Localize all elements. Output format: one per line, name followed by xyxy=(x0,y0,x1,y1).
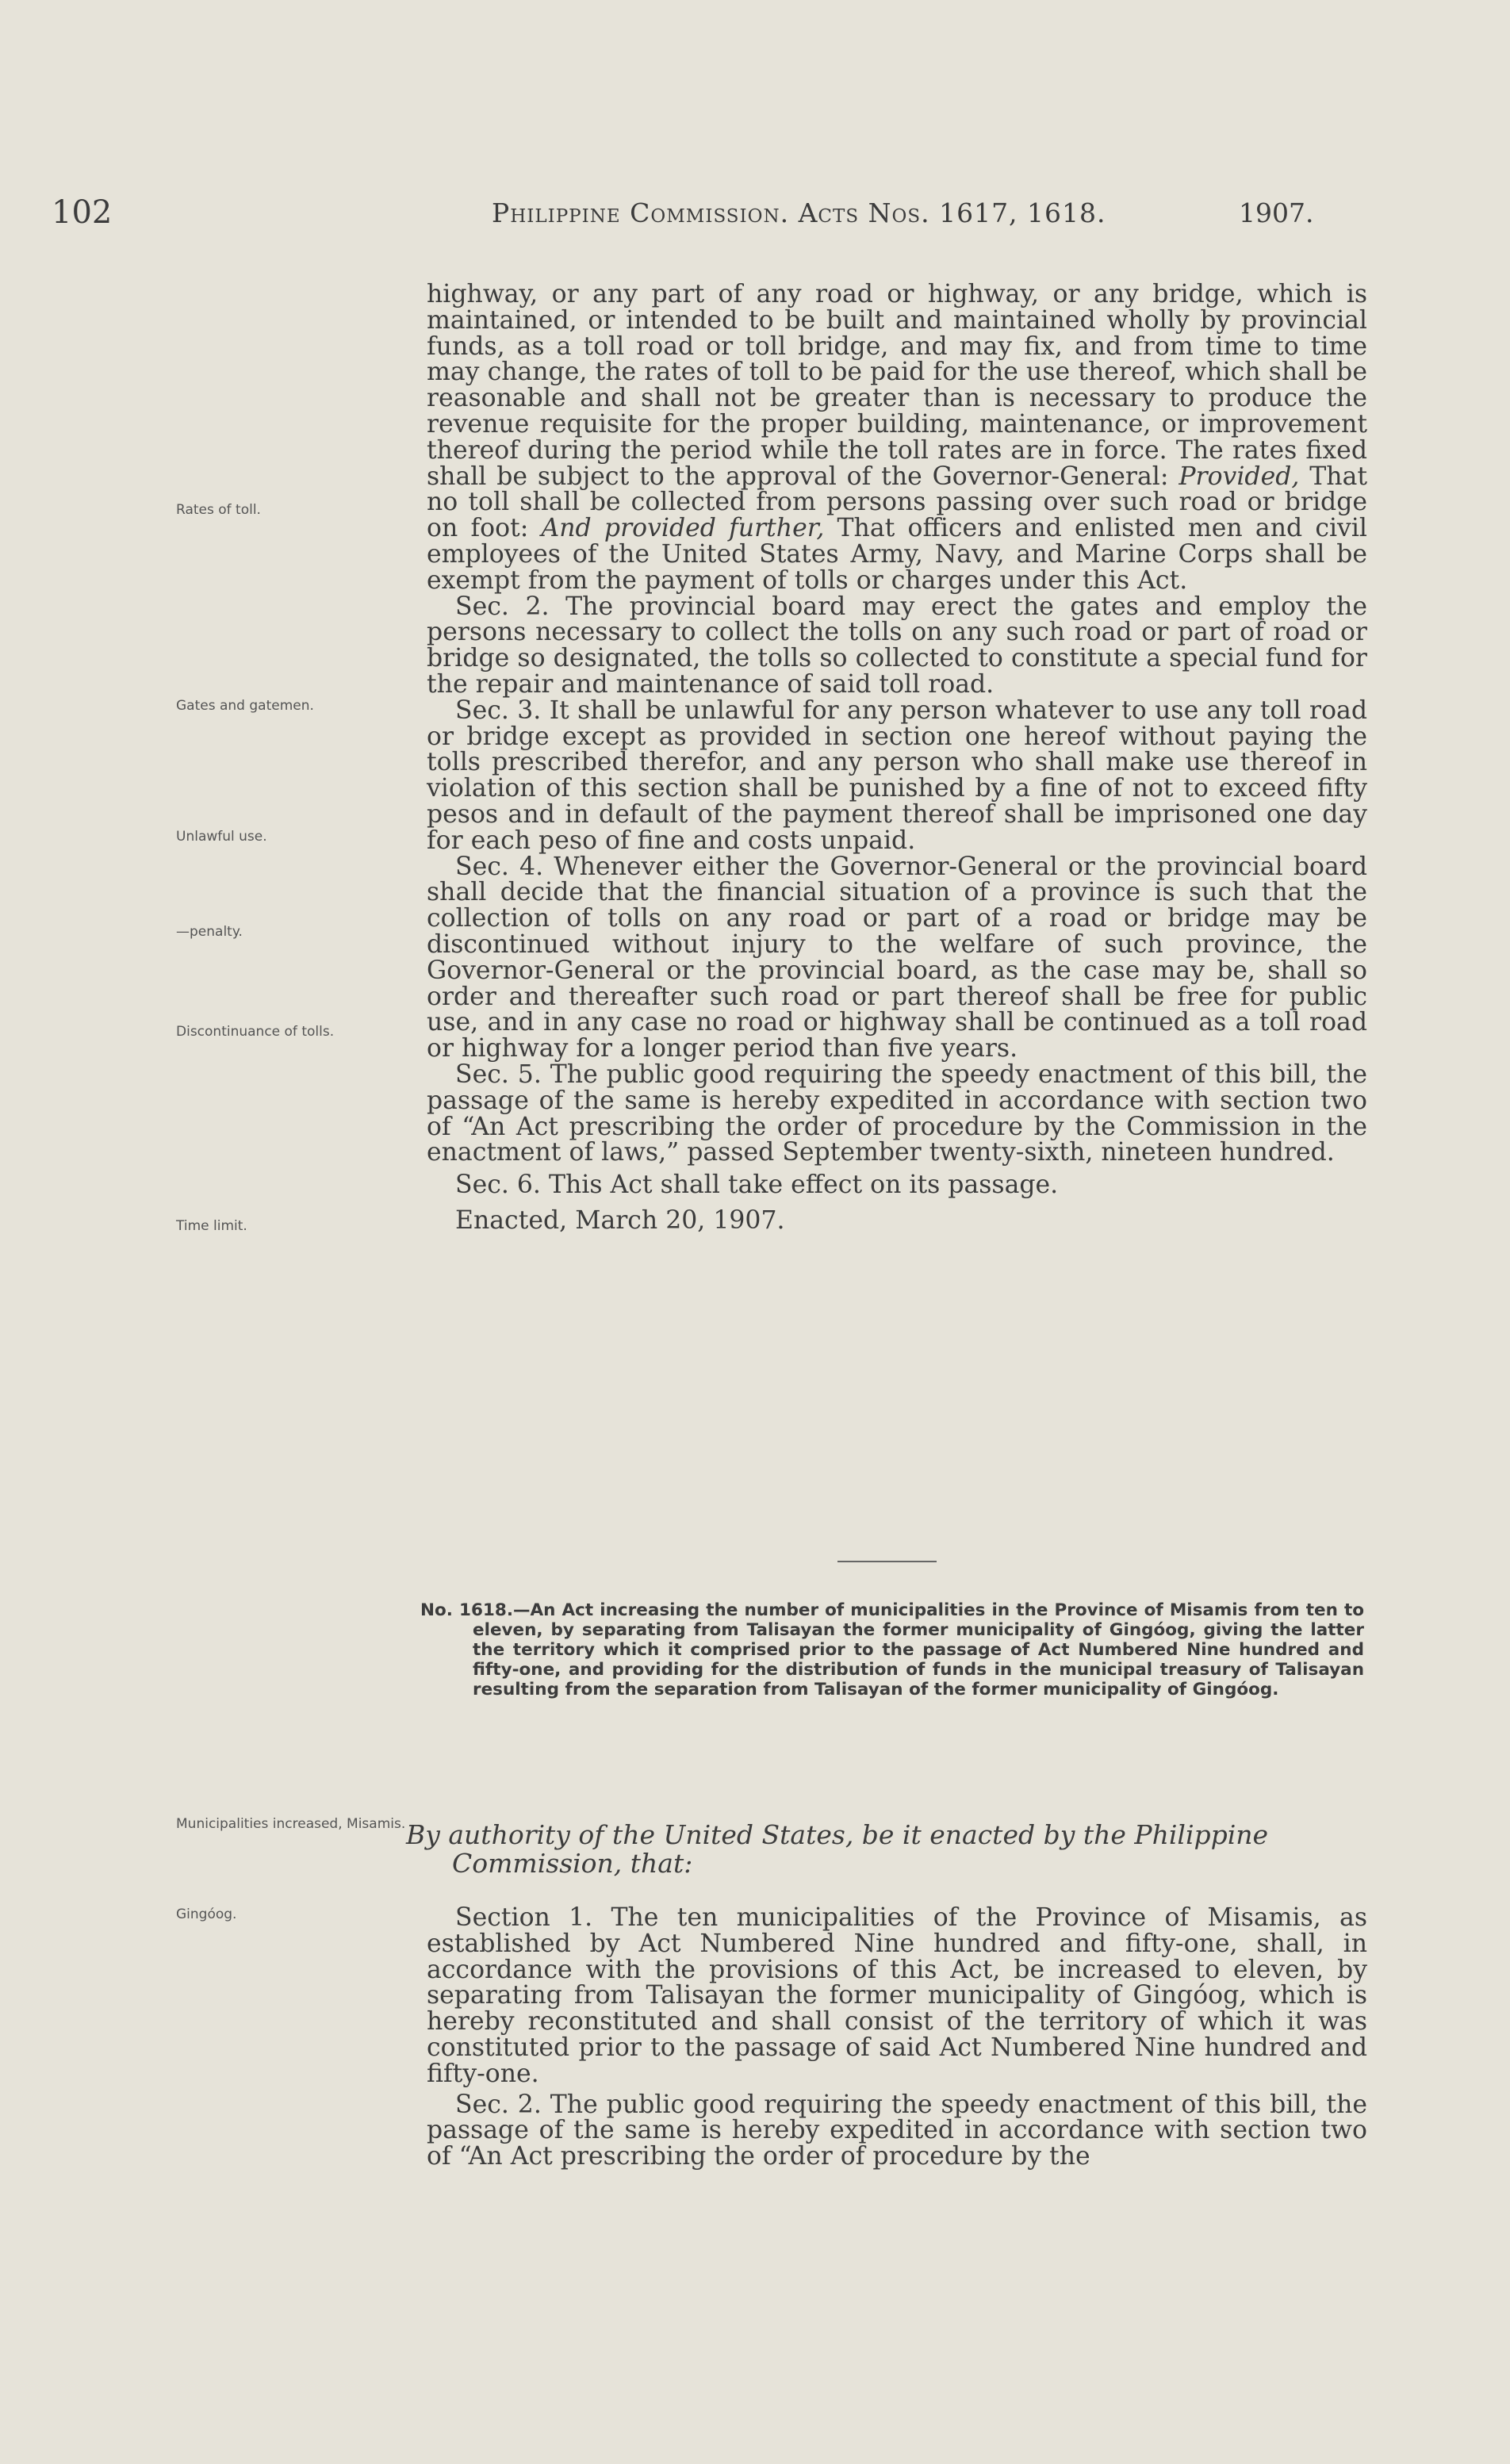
paragraph-sec2: Sec. 2. The provincial board may erect the gates and employ the persons necessary to collect the tolls on any such road or part of road or bridge so designated, the tolls so collected to constitute a special fund for the repair and maintenance of said toll road. xyxy=(427,592,1367,699)
paragraph-1618-sec1: Section 1. The ten municipalities of the Province of Misamis, as established by Act Numbered Nine hundred and fifty-one, shall, in accordance with the provisions of this Act, be increased to eleven, by separating from Talisayan the former municipality of Gingóog, which is hereby reconstituted and shall consist of the territory of which it was constituted prior to the passage of said Act Numbered Nine hundred and fifty-one. xyxy=(427,1903,1367,2088)
paragraph-sec3: Sec. 3. It shall be unlawful for any person whatever to use any toll road or bridge except as provided in section one hereof without paying the tolls prescribed therefor, and any person who shall make use thereof in violation of this section shall be punished by a fine of not to exceed fifty pesos and in default of the payment thereof shall be imprisoned one day for each peso of fine and costs unpaid. xyxy=(427,696,1367,855)
paragraph-sec5: Sec. 5. The public good requiring the speedy enactment of this bill, the passage of the same is hereby expedited in accordance with section two of “An Act prescribing the order of procedure by the Commission in the enactment of laws,” passed September twenty-sixth, nineteen hundred. xyxy=(427,1060,1367,1167)
margin-note-time-limit: Time limit. xyxy=(176,1218,247,1234)
section-divider xyxy=(837,1561,937,1562)
act-1618-title: No. 1618.—An Act increasing the number of municipalities in the Province of Misamis from ten to eleven, by separating from Talisayan the former municipality of Gingóog, giving the latter the territory which it comprised prior to the passage of Act Numbered Nine hundred and fifty-one, and providing for the distribution of funds in the municipal treasury of Talisayan resulting from the separation from Talisayan of the former municipality of Gingóog. xyxy=(420,1600,1364,1700)
paragraph-sec6: Sec. 6. This Act shall take effect on its passage. xyxy=(455,1171,1059,1200)
margin-note-gates: Gates and gatemen. xyxy=(176,698,314,714)
margin-note-gingoog: Gingóog. xyxy=(176,1906,237,1922)
margin-note-unlawful-use: Unlawful use. xyxy=(176,829,267,845)
act-1617-body xyxy=(427,282,1367,1234)
act-1618-body xyxy=(427,1905,1367,2170)
enacted-date: Enacted, March 20, 1907. xyxy=(455,1205,785,1235)
page-number: 102 xyxy=(52,194,113,231)
running-head-year: 1907. xyxy=(1239,197,1314,228)
provided-clause: Provided, xyxy=(1178,462,1300,491)
margin-note-discontinuance: Discontinuance of tolls. xyxy=(176,1024,335,1040)
page-header xyxy=(40,194,1388,242)
enacting-clause: By authority of the United States, be it enacted by the Philippine Commission, that: xyxy=(406,1819,1269,1879)
margin-note-penalty: —penalty. xyxy=(176,924,243,940)
margin-note-rates-of-toll: Rates of toll. xyxy=(176,502,261,518)
margin-note-municipalities: Municipalities increased, Misamis. xyxy=(176,1816,406,1832)
running-head: Philippine Commission. Acts Nos. 1617, 1618. xyxy=(492,197,1106,228)
paragraph-1618-sec2: Sec. 2. The public good requiring the speedy enactment of this bill, the passage of the same is hereby expedited in accordance with section two of “An Act prescribing the order of procedure by the xyxy=(427,2090,1367,2171)
paragraph-sec4: Sec. 4. Whenever either the Governor-General or the provincial board shall decide that the financial situation of a province is such that the collection of tolls on any road or part of a road or bridge may be discontinued without injury to the welfare of such province, the Governor-General or the provincial board, as the case may be, shall so order and thereafter such road or part thereof shall be free for public use, and in any case no road or highway shall be continued as a toll road or highway for a longer period than five years. xyxy=(427,852,1367,1063)
provided-further-clause: And provided further, xyxy=(541,514,825,543)
paragraph-sec1-continued: highway, or any part of any road or highway, or any bridge, which is maintained, or intended to be built and maintained wholly by provincial funds, as a toll road or toll bridge, and may fix, and from time to time may change, the rates of toll to be paid for the use thereof, which shall be reasonable and shall not be greater than is necessary to produce the revenue requisite for the proper building, maintenance, or improvement thereof during the period while the toll rates are in force. The rates fixed shall be subject to the approval of the Governor-General: Provided, That no toll shall be collected from persons passing over such road or bridge on foot: And provided further, That officers and enlisted men and civil employees of the United States Army, Navy, and Marine Corps shall be exempt from the payment of tolls or charges under this Act. xyxy=(427,280,1368,595)
